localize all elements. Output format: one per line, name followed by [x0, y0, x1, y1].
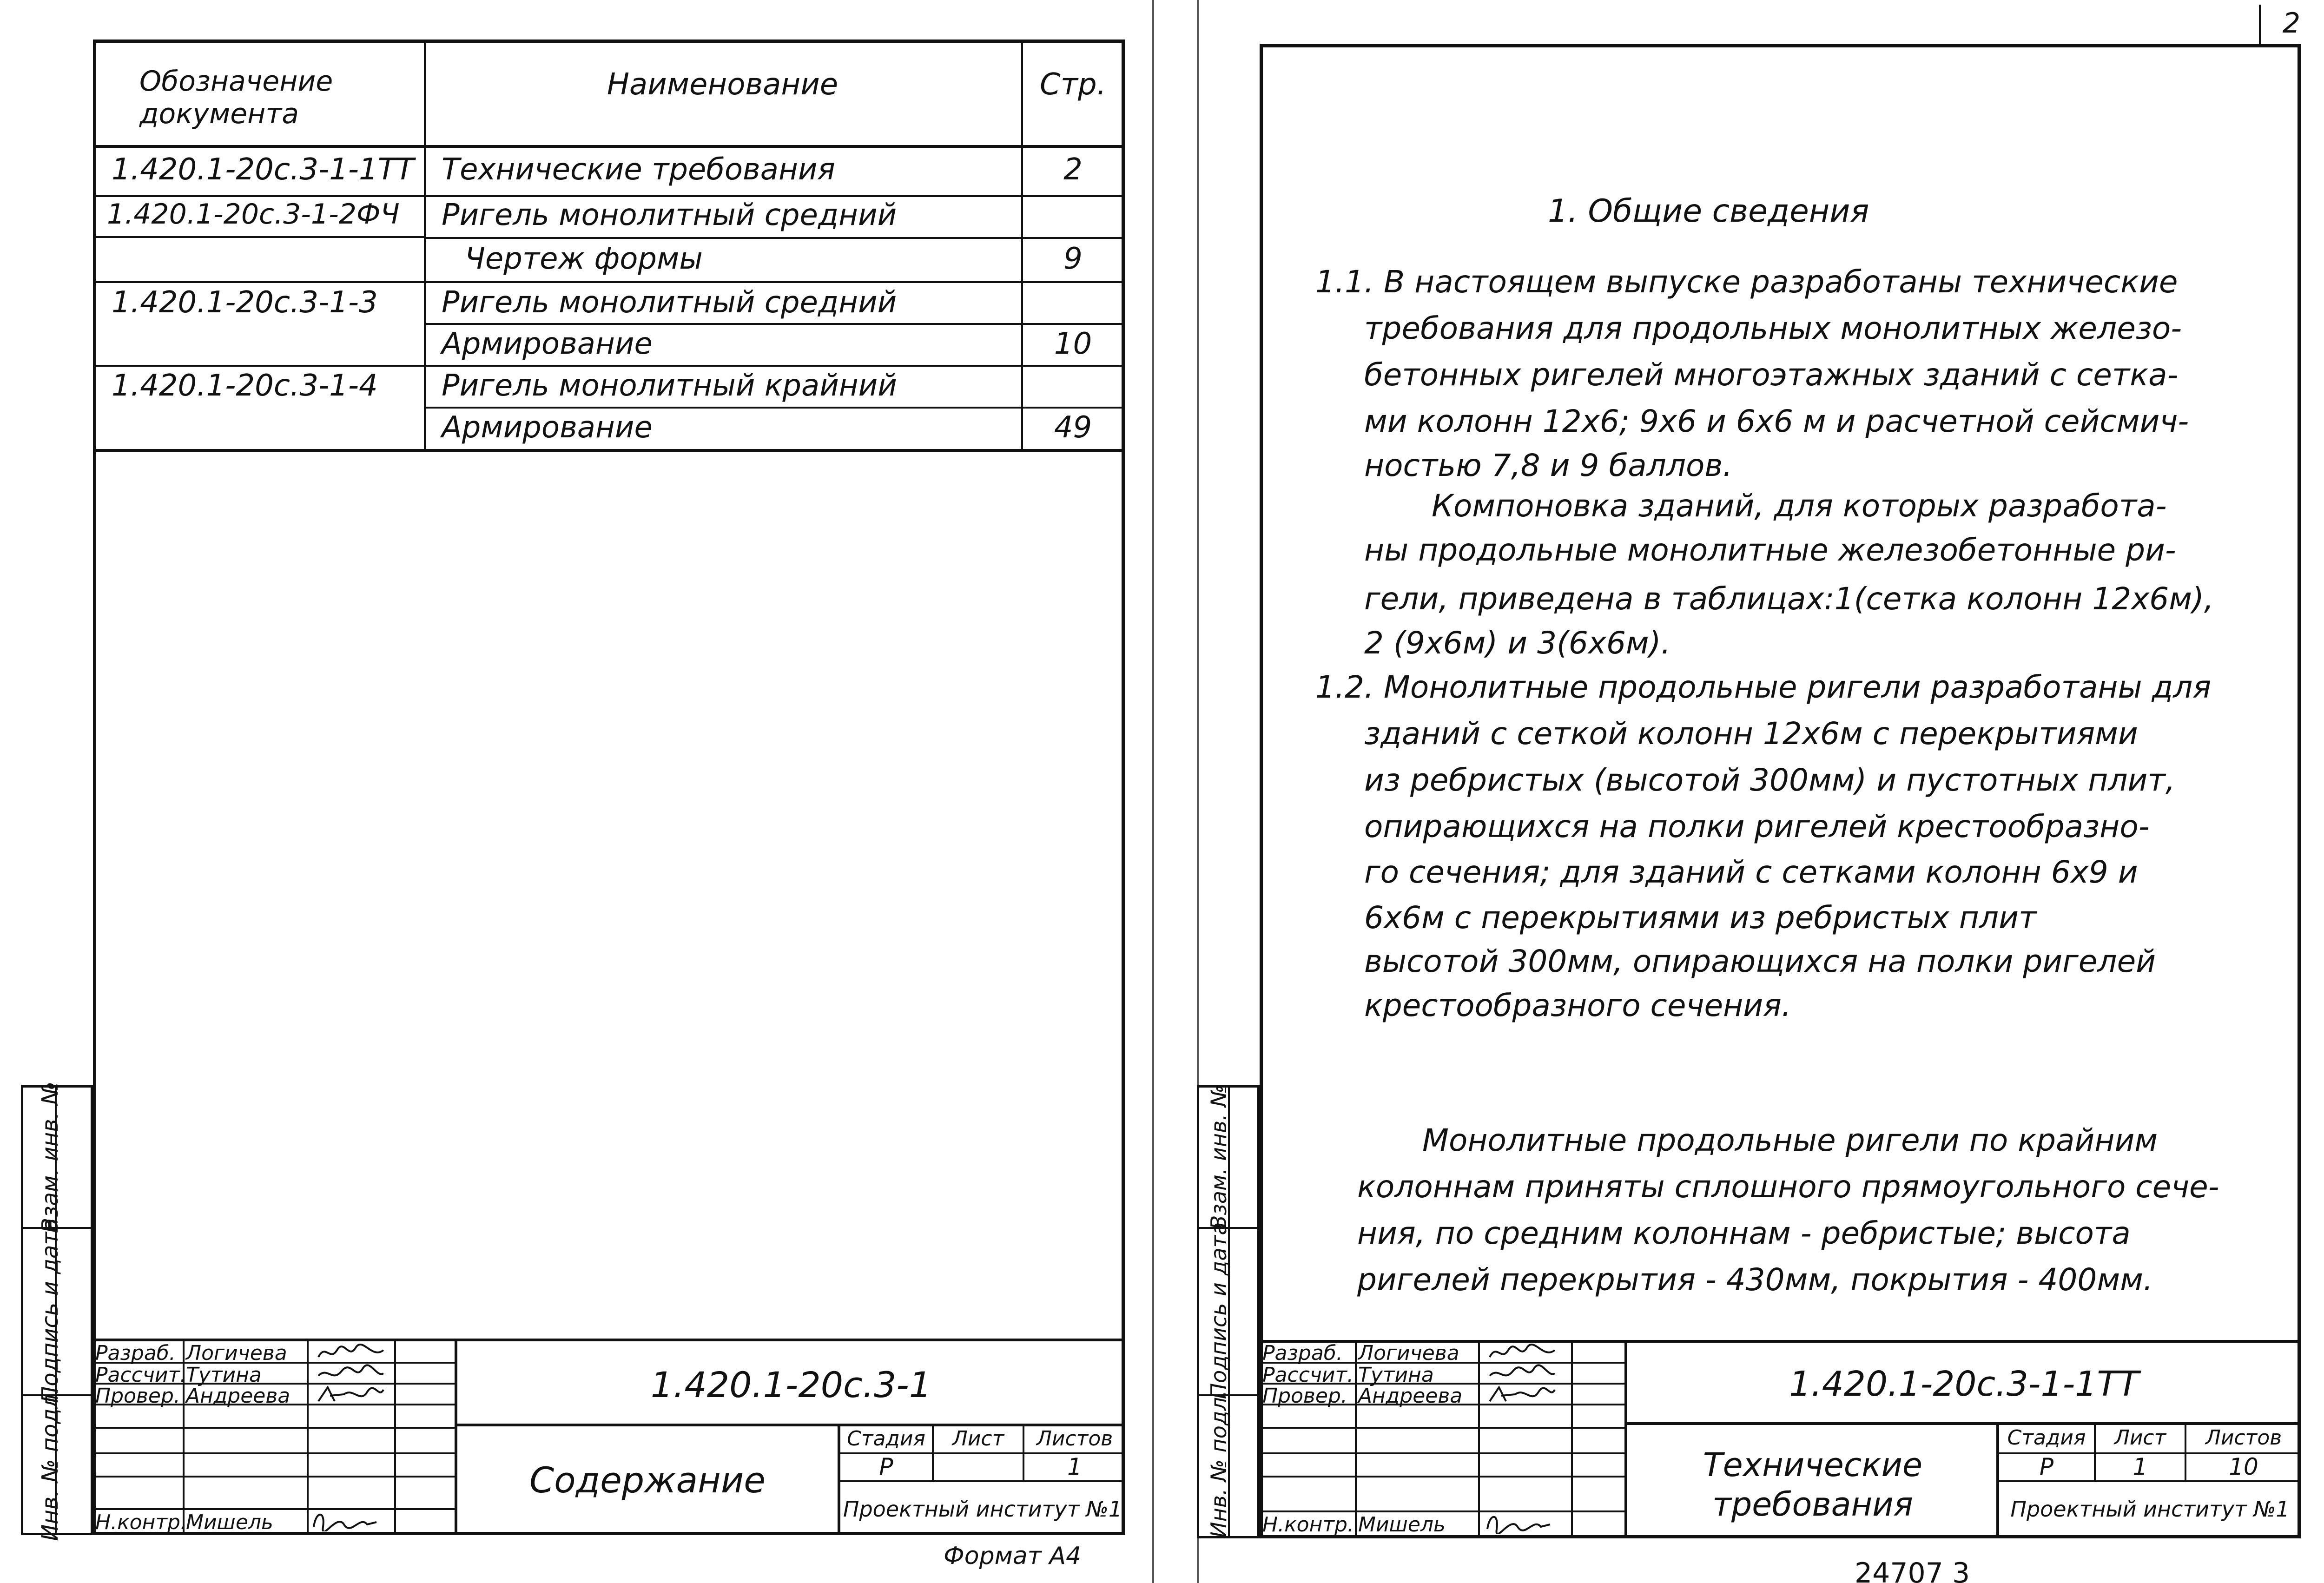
text-line: ны продольные монолитные железобетонные ри- [1364, 532, 2176, 568]
title-block-row [93, 1476, 455, 1477]
title-block-row [1260, 1476, 1624, 1477]
role-checker: Провер. [95, 1384, 180, 1408]
text-line: высотой 300мм, опирающихся на полки ригелей [1364, 943, 2156, 979]
role-developer: Разраб. [95, 1341, 176, 1365]
name-checker: Андреева [186, 1384, 290, 1408]
name-calculator: Тутина [186, 1363, 262, 1387]
title-block-col [1355, 1340, 1357, 1538]
sheets-value: 10 [2229, 1453, 2258, 1480]
side-stamp-replacement: Взам. инв. № [37, 1082, 63, 1233]
title-block-row [838, 1480, 1125, 1482]
sheet-value: 1 [2133, 1453, 2148, 1480]
title-block-mid [1624, 1422, 2301, 1425]
row-4-designation: 1.420.1-20с.3-1-3 [112, 285, 378, 320]
text-line: гели, приведена в таблицах:1(сетка колонн 12х6м), [1364, 581, 2214, 617]
document-code: 1.420.1-20с.3-1 [650, 1364, 932, 1405]
header-designation: Обозначение документа [139, 65, 333, 130]
name-developer: Логичева [186, 1341, 287, 1365]
signature-checker [1487, 1383, 1557, 1406]
row-6-name: Ригель монолитный крайний [442, 369, 897, 403]
signature-calculator [1487, 1362, 1557, 1385]
archive-number: 24707 3 [1855, 1557, 1970, 1583]
page-number: 2 [2282, 7, 2301, 40]
title-block-col [307, 1339, 309, 1535]
organization: Проектный институт №1 [2010, 1497, 2290, 1522]
document-code: 1.420.1-20с.3-1-1ТТ [1789, 1364, 2139, 1404]
signature-developer [1487, 1341, 1557, 1364]
role-calculator: Рассчит. [1262, 1363, 1354, 1387]
text-line: из ребристых (высотой 300мм) и пустотных плит, [1364, 762, 2175, 798]
text-line: крестообразного сечения. [1364, 988, 1791, 1023]
text-line: ми колонн 12х6; 9х6 и 6х6 м и расчетной сейсмич- [1364, 403, 2189, 439]
sheet-title: Технические требования [1703, 1446, 1923, 1524]
text-line: колоннам приняты сплошного прямоугольного сече- [1357, 1169, 2219, 1205]
stage-value: Р [2039, 1453, 2054, 1480]
text-line: зданий с сеткой колонн 12х6м с перекрытиями [1364, 716, 2138, 752]
row-1-page: 2 [1063, 152, 1083, 187]
table-rule [93, 281, 1125, 283]
stage-label: Стадия [847, 1427, 925, 1451]
header-page: Стр. [1040, 67, 1106, 102]
title-block-col [1478, 1340, 1480, 1538]
signature-calculator [316, 1362, 386, 1385]
text-line: ностью 7,8 и 9 баллов. [1364, 448, 1733, 483]
role-developer: Разраб. [1262, 1341, 1343, 1365]
title-block-row [93, 1508, 455, 1510]
text-line: требования для продольных монолитных железо- [1364, 310, 2182, 346]
role-norm-control: Н.контр. [95, 1510, 187, 1534]
row-4-name: Ригель монолитный средний [442, 285, 897, 320]
side-stamp-signature-date: Подпись и дата [37, 1218, 63, 1403]
stage-label: Стадия [2007, 1426, 2086, 1450]
title-block-row [1260, 1510, 1624, 1512]
row-1-name: Технические требования [442, 152, 835, 187]
signature-norm-control [309, 1508, 379, 1531]
organization: Проектный институт №1 [843, 1497, 1122, 1522]
side-stamp-signature-date: Подпись и дата [1206, 1222, 1231, 1399]
row-3-name: Чертеж формы [465, 242, 703, 276]
text-line: опирающихся на полки ригелей крестообразно- [1364, 809, 2150, 844]
table-rule [93, 236, 424, 238]
row-1-designation: 1.420.1-20с.3-1-1ТТ [112, 152, 414, 187]
side-stamp-original-inventory: Инв. № подл. [1206, 1390, 1231, 1538]
row-6-designation: 1.420.1-20с.3-1-4 [112, 369, 378, 403]
name-developer: Логичева [1358, 1341, 1459, 1365]
name-norm-control: Мишель [186, 1510, 273, 1534]
role-calculator: Рассчит. [95, 1363, 187, 1387]
stage-value: Р [879, 1453, 893, 1480]
sheets-label: Листов [2205, 1426, 2282, 1450]
header-name: Наименование [607, 67, 838, 102]
name-calculator: Тутина [1358, 1363, 1434, 1387]
sheet-title: Содержание [529, 1459, 766, 1501]
sheet-label: Лист [952, 1427, 1004, 1451]
text-line: Компоновка зданий, для которых разработа- [1432, 488, 2167, 524]
text-line: 6х6м с перекрытиями из ребристых плит [1364, 900, 2037, 936]
sheet-label: Лист [2114, 1426, 2166, 1450]
signature-checker [316, 1383, 386, 1406]
row-7-name: Армирование [442, 410, 653, 445]
title-block-col [394, 1339, 396, 1535]
table-rule [424, 407, 1125, 409]
row-5-page: 10 [1054, 327, 1092, 361]
title-block-col [1571, 1340, 1573, 1538]
title-block-row [1996, 1480, 2301, 1482]
text-line: ригелей перекрытия - 430мм, покрытия - 400мм. [1357, 1262, 2153, 1298]
name-checker: Андреева [1358, 1384, 1463, 1408]
row-5-name: Армирование [442, 327, 653, 361]
sheets-label: Листов [1036, 1427, 1113, 1451]
text-line: го сечения; для зданий с сетками колонн 6х9 и [1364, 854, 2138, 890]
row-3-page: 9 [1063, 242, 1083, 276]
title-block-row [1260, 1452, 1624, 1454]
sheets-value: 1 [1067, 1453, 1082, 1480]
signature-developer [316, 1341, 386, 1364]
text-line: Монолитные продольные ригели по крайним [1422, 1122, 2158, 1158]
table-rule [424, 237, 1125, 239]
row-2-designation: 1.420.1-20с.3-1-2ФЧ [107, 198, 400, 231]
side-stamp-original-inventory: Инв. № подл. [37, 1387, 63, 1541]
text-line: 2 (9х6м) и 3(6х6м). [1364, 625, 1671, 661]
side-stamp-replacement: Взам. инв. № [1206, 1084, 1231, 1230]
role-checker: Провер. [1262, 1384, 1347, 1408]
name-norm-control: Мишель [1358, 1513, 1446, 1537]
text-line: ния, по средним колоннам - ребристые; высота [1357, 1215, 2131, 1251]
title-block-row [93, 1427, 455, 1429]
text-line: 1.2. Монолитные продольные ригели разработаны для [1315, 669, 2212, 705]
row-2-name: Ригель монолитный средний [442, 198, 897, 232]
format-label: Формат А4 [944, 1542, 1082, 1570]
table-rule [424, 323, 1125, 325]
table-rule [93, 195, 1125, 197]
signature-norm-control [1483, 1510, 1552, 1534]
text-line: бетонных ригелей многоэтажных зданий с сетка- [1364, 357, 2179, 393]
title-block-row [93, 1452, 455, 1454]
section-heading: 1. Общие сведения [1548, 193, 1869, 230]
sheet-divider [1152, 0, 1154, 1583]
text-line: 1.1. В настоящем выпуске разработаны технические [1315, 264, 2178, 300]
role-norm-control: Н.контр. [1262, 1513, 1354, 1537]
row-7-page: 49 [1054, 410, 1092, 445]
table-bottom-rule [93, 449, 1125, 452]
title-block-row [1260, 1427, 1624, 1429]
table-header-rule [93, 145, 1125, 148]
table-rule [93, 365, 1125, 367]
